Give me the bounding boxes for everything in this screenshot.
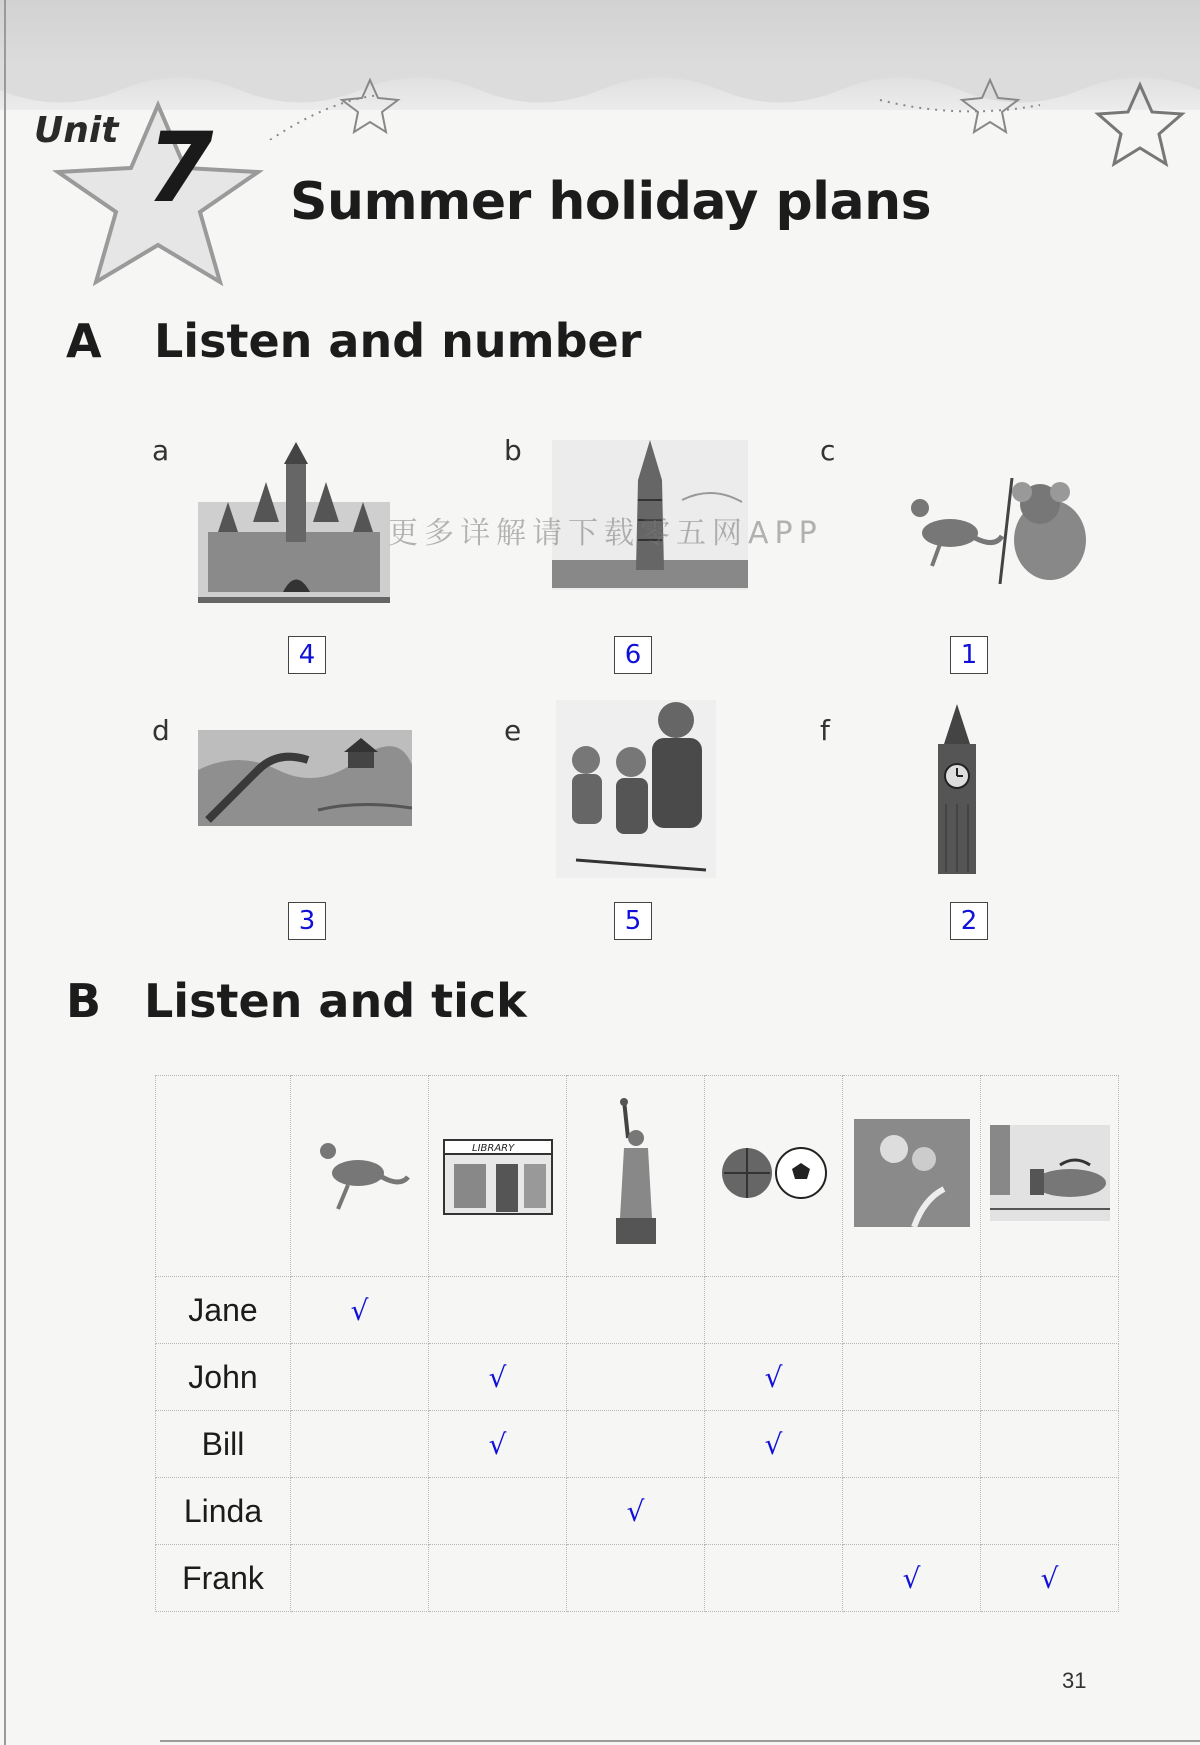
table-row (156, 1277, 1119, 1344)
table-row (156, 1411, 1119, 1478)
answer-box-f[interactable]: 2 (950, 902, 988, 940)
tick-cell[interactable] (429, 1478, 567, 1545)
column-balls (705, 1076, 843, 1277)
tick-cell[interactable] (981, 1478, 1119, 1545)
great-wall-picture (198, 730, 412, 826)
answer-box-e[interactable]: 5 (614, 902, 652, 940)
castle-picture (198, 442, 390, 606)
column-tree-fruit (843, 1076, 981, 1277)
section-a-title: Listen and number (154, 314, 642, 368)
tick-cell[interactable] (843, 1344, 981, 1411)
answer-box-d[interactable]: 3 (288, 902, 326, 940)
tick-cell[interactable]: √ (705, 1344, 843, 1411)
row-name-jane: Jane (156, 1277, 291, 1344)
star-outline-icon (1090, 80, 1190, 170)
table-row (156, 1545, 1119, 1612)
row-name-linda: Linda (156, 1478, 291, 1545)
tick-cell[interactable] (705, 1478, 843, 1545)
unit-title: Summer holiday plans (290, 172, 932, 232)
tick-cell[interactable] (429, 1277, 567, 1344)
skating-family-picture (556, 700, 716, 878)
table-row (156, 1478, 1119, 1545)
tick-cell[interactable] (981, 1344, 1119, 1411)
tick-cell[interactable] (567, 1411, 705, 1478)
big-ben-picture (922, 704, 992, 876)
beach-picture (990, 1125, 1110, 1221)
watermark-text: 更多详解请下载零五网APP (388, 516, 823, 551)
balls-picture (719, 1145, 829, 1201)
tick-cell[interactable] (429, 1545, 567, 1612)
section-a-letter: A (66, 314, 102, 368)
item-e-letter: e (504, 714, 522, 747)
tick-cell[interactable]: √ (567, 1478, 705, 1545)
tick-cell[interactable] (291, 1545, 429, 1612)
tick-cell[interactable] (843, 1411, 981, 1478)
tick-cell[interactable] (291, 1478, 429, 1545)
column-kangaroo (291, 1076, 429, 1277)
unit-label: Unit (34, 110, 119, 151)
tick-cell[interactable] (567, 1344, 705, 1411)
tick-cell[interactable] (567, 1277, 705, 1344)
row-name-bill: Bill (156, 1411, 291, 1478)
item-b-letter: b (504, 434, 522, 467)
tree-fruit-picture (854, 1119, 970, 1227)
section-b-heading (66, 974, 527, 1028)
table-corner-cell (156, 1076, 291, 1277)
tick-cell[interactable] (705, 1277, 843, 1344)
kangaroo-koala-picture (900, 478, 1106, 584)
item-f-letter: f (820, 714, 830, 747)
row-name-frank: Frank (156, 1545, 291, 1612)
item-a-letter: a (152, 434, 170, 467)
answer-box-b[interactable]: 6 (614, 636, 652, 674)
page-edge-line (4, 0, 6, 1745)
tick-cell[interactable] (705, 1545, 843, 1612)
table-header-row (156, 1076, 1119, 1277)
tick-cell[interactable]: √ (705, 1411, 843, 1478)
tick-cell[interactable] (843, 1478, 981, 1545)
page-bottom-line (160, 1740, 1200, 1742)
library-picture (440, 1130, 556, 1216)
answer-box-c[interactable]: 1 (950, 636, 988, 674)
library-sign-text: LIBRARY (471, 1142, 514, 1154)
kangaroo-picture (308, 1133, 412, 1213)
section-a-heading (66, 314, 641, 368)
tick-cell[interactable]: √ (429, 1344, 567, 1411)
statue-of-liberty-picture (606, 1098, 666, 1248)
tick-cell[interactable]: √ (843, 1545, 981, 1612)
tick-cell[interactable]: √ (291, 1277, 429, 1344)
table-row (156, 1344, 1119, 1411)
column-beach (981, 1076, 1119, 1277)
answer-box-a[interactable]: 4 (288, 636, 326, 674)
column-library (429, 1076, 567, 1277)
tick-cell[interactable] (981, 1411, 1119, 1478)
tick-table (155, 1075, 1119, 1612)
page-number: 31 (1062, 1668, 1087, 1693)
unit-number: 7 (146, 112, 214, 224)
section-b-letter: B (66, 974, 102, 1028)
row-name-john: John (156, 1344, 291, 1411)
section-b-title: Listen and tick (144, 974, 527, 1028)
item-d-letter: d (152, 714, 170, 747)
tick-cell[interactable] (567, 1545, 705, 1612)
tick-cell[interactable] (981, 1277, 1119, 1344)
tick-cell[interactable] (843, 1277, 981, 1344)
column-statue-of-liberty (567, 1076, 705, 1277)
tick-cell[interactable] (291, 1411, 429, 1478)
tick-cell[interactable] (291, 1344, 429, 1411)
item-c-letter: c (820, 434, 836, 467)
tick-cell[interactable]: √ (429, 1411, 567, 1478)
tick-cell[interactable]: √ (981, 1545, 1119, 1612)
